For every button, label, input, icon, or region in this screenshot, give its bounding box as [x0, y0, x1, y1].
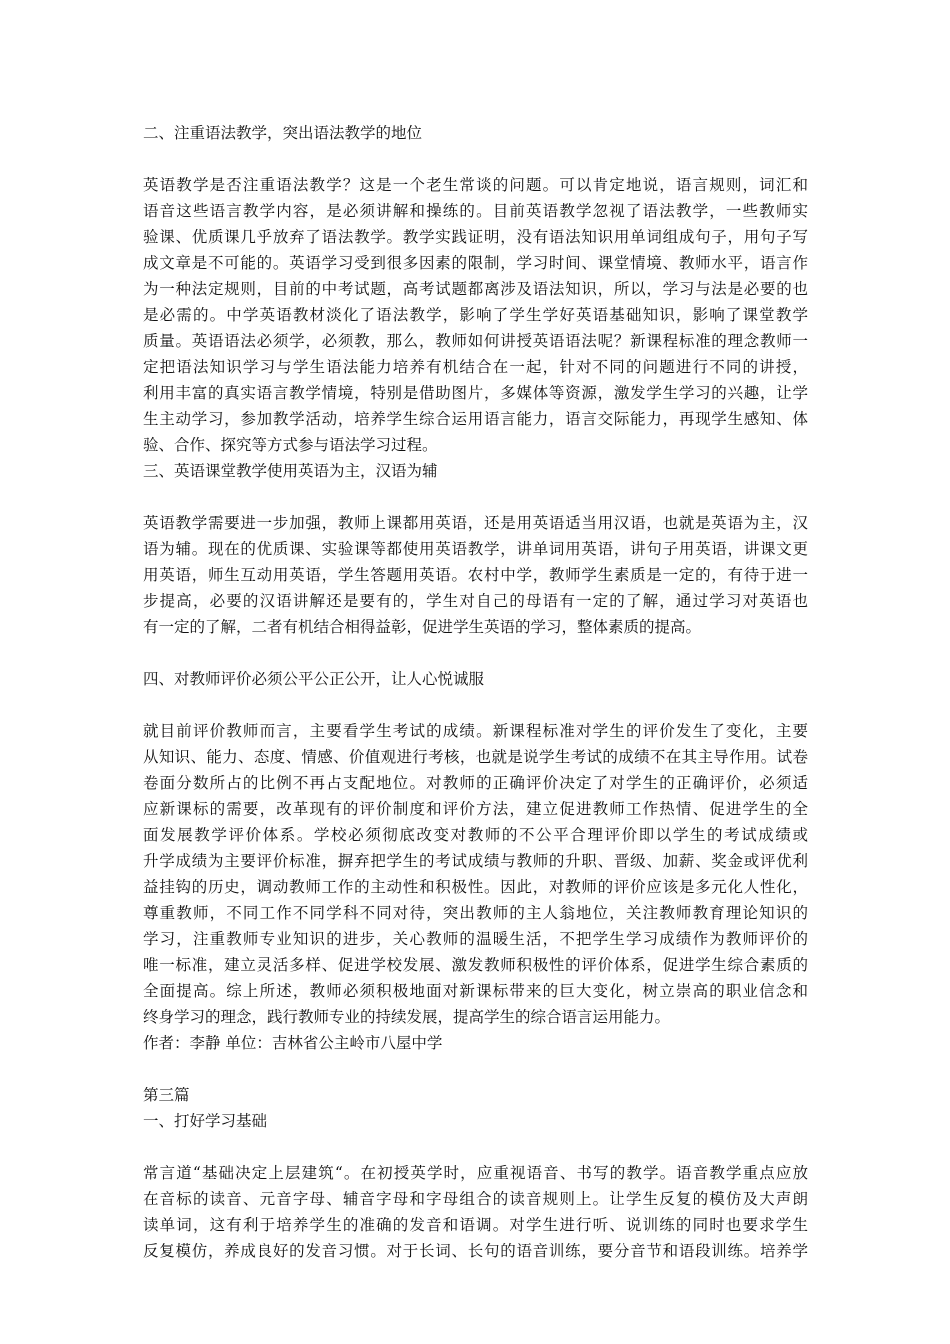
- text-line: 学习，注重教师专业知识的进步，关心教师的温暖生活，不把学生学习成绩作为教师评价的: [143, 930, 808, 948]
- section-heading-4: 四、对教师评价必须公平公正公开，让人心悦诚服: [143, 670, 485, 688]
- text-line: 语音这些语言教学内容，是必须讲解和操练的。目前英语教学忽视了语法教学，一些教师实: [143, 202, 808, 220]
- paragraph-learning-basics: [143, 1160, 808, 1264]
- text-line: 应新课标的需要，改革现有的评价制度和评价方法，建立促进教师工作热情、促进学生的全: [143, 800, 808, 818]
- part-title: 第三篇: [143, 1086, 190, 1104]
- text-line: 利用丰富的真实语言教学情境，特别是借助图片，多媒体等资源，激发学生学习的兴趣，让学: [143, 384, 808, 402]
- text-line: 卷面分数所占的比例不再占支配地位。对教师的正确评价决定了对学生的正确评价，必须适: [143, 774, 808, 792]
- text-line: 英语教学需要进一步加强，教师上课都用英语，还是用英语适当用汉语，也就是英语为主，汉: [143, 514, 808, 532]
- text-line: 反复模仿，养成良好的发音习惯。对于长词、长句的语音训练，要分音节和语段训练。培养学: [143, 1242, 808, 1260]
- blank-line: [143, 146, 808, 172]
- text-line: 从知识、能力、态度、情感、价值观进行考核，也就是说学生考试的成绩不在其主导作用。试卷: [143, 748, 808, 766]
- text-line: 是必需的。中学英语教材淡化了语法教学，影响了学生学好英语基础知识，影响了课堂教学: [143, 306, 808, 324]
- text-line: 步提高，必要的汉语讲解还是要有的，学生对自己的母语有一定的了解，通过学习对英语也: [143, 592, 808, 610]
- blank-line: [143, 640, 808, 666]
- section-heading-2: 二、注重语法教学，突出语法教学的地位: [143, 124, 423, 142]
- text-line: 升学成绩为主要评价标准，摒弃把学生的考试成绩与教师的升职、晋级、加薪、奖金或评优利: [143, 852, 808, 870]
- text-line: 成文章是不可能的。英语学习受到很多因素的限制，学习时间、课堂情境、教师水平，语言作: [143, 254, 808, 272]
- text-line: 验、合作、探究等方式参与语法学习过程。: [143, 436, 438, 454]
- paragraph-teacher-evaluation: [143, 718, 808, 1030]
- text-line: 定把语法知识学习与学生语法能力培养有机结合在一起，针对不同的问题进行不同的讲授，: [143, 358, 808, 376]
- text-line: 质量。英语语法必须学，必须教，那么，教师如何讲授英语语法呢？新课程标准的理念教师一: [143, 332, 808, 350]
- text-line: 生主动学习，参加教学活动，培养学生综合运用语言能力，语言交际能力，再现学生感知、体: [143, 410, 808, 428]
- text-line: 常言道“基础决定上层建筑“。在初授英学时，应重视语音、书写的教学。语音教学重点应放: [143, 1164, 808, 1182]
- text-line: 面发展教学评价体系。学校必须彻底改变对教师的不公平合理评价即以学生的考试成绩或: [143, 826, 808, 844]
- text-line: 英语教学是否注重语法教学？这是一个老生常谈的问题。可以肯定地说，语言规则，词汇和: [143, 176, 808, 194]
- blank-line: [143, 692, 808, 718]
- text-line: 尊重教师，不同工作不同学科不同对待，突出教师的主人翁地位，关注教师教育理论知识的: [143, 904, 808, 922]
- text-line: 终身学习的理念，践行教师专业的持续发展，提高学生的综合语言运用能力。: [143, 1008, 671, 1026]
- text-line: 用英语，师生互动用英语，学生答题用英语。农村中学，教师学生素质是一定的，有待于进一: [143, 566, 808, 584]
- blank-line: [143, 1056, 808, 1082]
- paragraph-classroom-english: [143, 510, 808, 640]
- section-heading-3: 三、英语课堂教学使用英语为主，汉语为辅: [143, 462, 438, 480]
- text-line: 读单词，这有利于培养学生的准确的发音和语调。对学生进行听、说训练的同时也要求学生: [143, 1216, 808, 1234]
- document-page: [143, 120, 808, 1264]
- blank-line: [143, 484, 808, 510]
- text-line: 全面提高。综上所述，教师必须积极地面对新课标带来的巨大变化，树立崇高的职业信念和: [143, 982, 808, 1000]
- text-line: 就目前评价教师而言，主要看学生考试的成绩。新课程标准对学生的评价发生了变化，主要: [143, 722, 808, 740]
- text-line: 唯一标准，建立灵活多样、促进学校发展、激发教师积极性的评价体系，促进学生综合素质的: [143, 956, 808, 974]
- text-line: 验课、优质课几乎放弃了语法教学。教学实践证明，没有语法知识用单词组成句子，用句子写: [143, 228, 808, 246]
- text-line: 益挂钩的历史，调动教师工作的主动性和积极性。因此，对教师的评价应该是多元化人性化，: [143, 878, 808, 896]
- text-line: 语为辅。现在的优质课、实验课等都使用英语教学，讲单词用英语，讲句子用英语，讲课文更: [143, 540, 808, 558]
- blank-line: [143, 1134, 808, 1160]
- author-line: 作者：李静 单位：吉林省公主岭市八屋中学: [143, 1034, 443, 1052]
- text-line: 为一种法定规则，目前的中考试题，高考试题都离涉及语法知识，所以，学习与法是必要的也: [143, 280, 808, 298]
- text-line: 有一定的了解，二者有机结合相得益彰，促进学生英语的学习，整体素质的提高。: [143, 618, 702, 636]
- section-heading-1: 一、打好学习基础: [143, 1112, 268, 1130]
- text-line: 在音标的读音、元音字母、辅音字母和字母组合的读音规则上。让学生反复的模仿及大声朗: [143, 1190, 808, 1208]
- paragraph-grammar-teaching: [143, 172, 808, 458]
